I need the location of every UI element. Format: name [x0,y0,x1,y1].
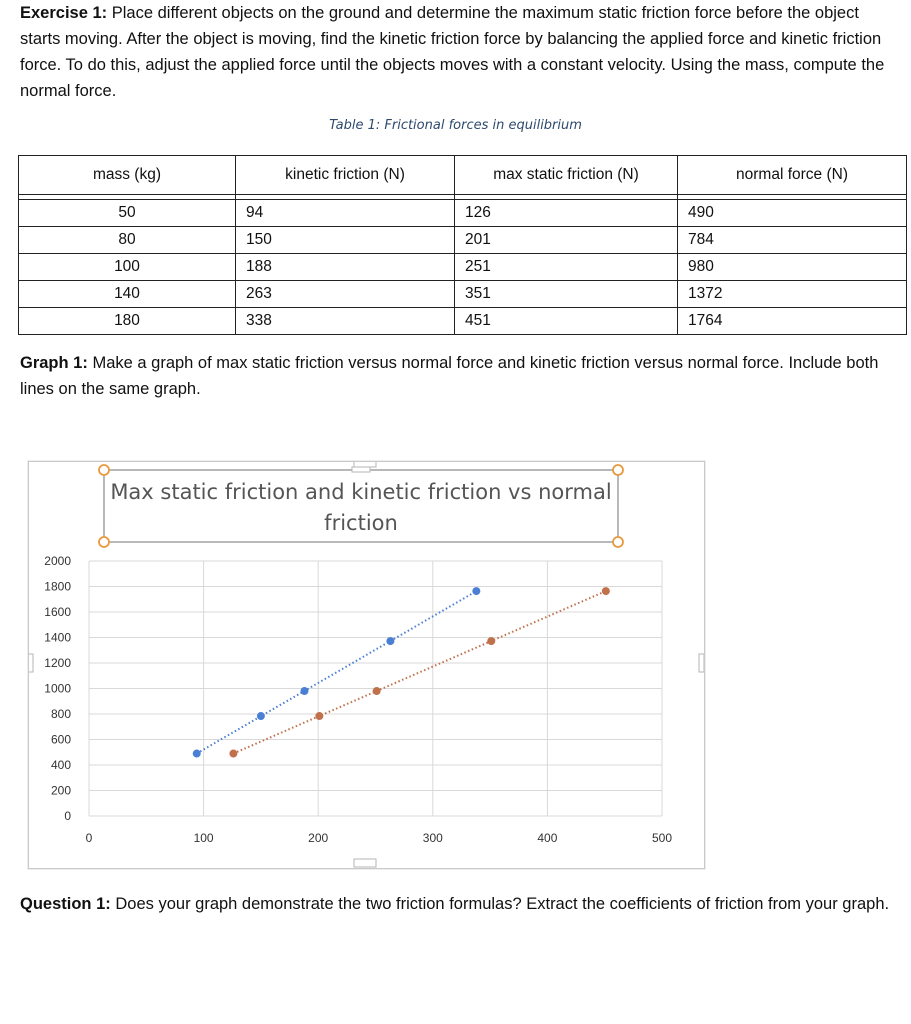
data-point-series-1 [257,712,265,720]
chart-top-handle [354,462,376,467]
table-row [19,200,907,227]
cell-mass: 100 [19,254,236,281]
data-point-series-1 [386,637,394,645]
cell-static: 126 [455,200,678,227]
chart-bottom-handle [354,859,376,867]
table-row [19,254,907,281]
y-tick-label: 400 [50,758,71,772]
data-point-series-1 [472,587,480,595]
cell-kinetic: 150 [236,227,455,254]
table-row [19,281,907,308]
cell-normal: 1372 [678,281,907,308]
trendline-series-1 [197,591,477,753]
header-static: max static friction (N) [455,156,678,195]
cell-normal: 490 [678,200,907,227]
graph-label: Graph 1: [20,354,88,372]
cell-normal: 1764 [678,308,907,335]
x-tick-label: 500 [651,831,673,845]
y-tick-label: 1200 [44,656,71,670]
cell-static: 351 [455,281,678,308]
exercise-instructions [20,0,895,104]
y-tick-label: 200 [50,783,71,798]
data-point-series-2 [229,750,237,758]
exercise-label: Exercise 1: [20,4,108,22]
table-row [19,308,907,335]
title-resize-handle [613,465,623,475]
y-tick-label: 0 [64,809,71,823]
cell-mass: 180 [19,308,236,335]
x-tick-label: 100 [193,831,214,845]
data-point-series-1 [300,687,308,695]
cell-static: 451 [455,308,678,335]
y-tick-label: 1600 [44,605,71,619]
cell-kinetic: 94 [236,200,455,227]
friction-chart[interactable] [29,462,704,868]
title-resize-handle [99,465,109,475]
question-label: Question 1: [20,895,111,913]
x-tick-label: 400 [537,831,558,845]
trendline-series-2 [233,591,605,753]
chart-frame[interactable] [28,461,705,869]
graph-text: Make a graph of max static friction versus normal force and kinetic friction versus normal force. Include both lines on the same graph. [20,354,879,398]
cell-kinetic: 188 [236,254,455,281]
cell-static: 251 [455,254,678,281]
cell-kinetic: 263 [236,281,455,308]
data-point-series-1 [193,750,201,758]
y-tick-label: 800 [50,707,71,721]
data-point-series-2 [315,712,323,720]
data-point-series-2 [373,687,381,695]
header-kinetic: kinetic friction (N) [236,156,455,195]
friction-table [18,155,907,335]
question-text-block [20,891,895,917]
cell-mass: 80 [19,227,236,254]
cell-kinetic: 338 [236,308,455,335]
exercise-text: Place different objects on the ground and determine the maximum static friction force before the object starts moving. After the object is moving, find the kinetic friction force by balancing the applied force and kinetic friction force. To do this, adjust the applied force until the objects moves with a constant velocity. Using the mass, compute the normal force. [20,4,885,100]
graph-instructions [20,350,895,402]
cell-static: 201 [455,227,678,254]
y-tick-label: 1800 [44,579,71,594]
table-caption: Table 1: Frictional forces in equilibrium [329,118,582,133]
cell-mass: 50 [19,200,236,227]
header-normal: normal force (N) [678,156,907,195]
title-resize-handle [613,537,623,547]
x-tick-label: 300 [422,831,443,845]
y-tick-label: 2000 [44,554,71,568]
cell-normal: 980 [678,254,907,281]
y-tick-label: 600 [50,732,71,747]
data-point-series-2 [602,587,610,595]
table-row [19,227,907,254]
x-tick-label: 200 [308,831,329,845]
question-text: Does your graph demonstrate the two friction formulas? Extract the coefficients of friction from your graph. [115,895,890,913]
title-top-handle [352,467,370,472]
chart-title: Max static friction and kinetic friction vs normal friction [110,480,612,535]
title-resize-handle [99,537,109,547]
chart-right-handle [699,654,704,672]
y-tick-label: 1400 [44,630,71,645]
x-tick-label: 0 [85,831,93,845]
cell-mass: 140 [19,281,236,308]
table-header-row [19,156,907,195]
data-point-series-2 [487,637,495,645]
chart-left-handle [29,654,33,672]
header-mass: mass (kg) [19,156,236,195]
y-tick-label: 1000 [44,681,71,696]
cell-normal: 784 [678,227,907,254]
